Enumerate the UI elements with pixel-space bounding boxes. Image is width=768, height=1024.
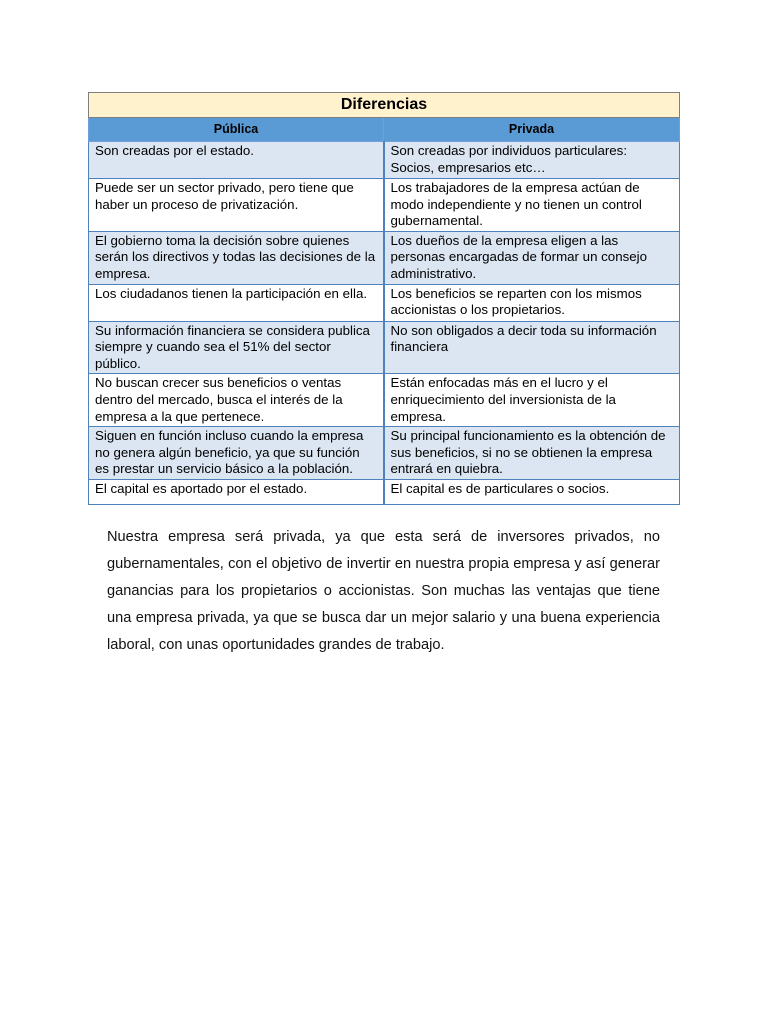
- table-row: [89, 321, 680, 374]
- cell-privada: Son creadas por individuos particulares: Socios, empresarios etc…: [384, 142, 680, 179]
- cell-publica: Su información financiera se considera publica siempre y cuando sea el 51% del sector público.: [89, 321, 384, 374]
- table-row: [89, 427, 680, 480]
- cell-privada: Están enfocadas más en el lucro y el enriquecimiento del inversionista de la empresa.: [384, 374, 680, 427]
- cell-publica: El gobierno toma la decisión sobre quienes serán los directivos y todas las decisiones de la empresa.: [89, 231, 384, 284]
- table-row: [89, 374, 680, 427]
- cell-privada: El capital es de particulares o socios.: [384, 479, 680, 504]
- table-title-row: [89, 93, 680, 118]
- table-row: [89, 179, 680, 232]
- differences-table: [88, 92, 680, 505]
- cell-privada: Los dueños de la empresa eligen a las personas encargadas de formar un consejo administrativo.: [384, 231, 680, 284]
- cell-privada: Los trabajadores de la empresa actúan de modo independiente y no tienen un control gubernamental.: [384, 179, 680, 232]
- cell-publica: Son creadas por el estado.: [89, 142, 384, 179]
- table-title: Diferencias: [89, 93, 680, 118]
- column-header-publica: Pública: [89, 118, 384, 142]
- cell-publica: Los ciudadanos tienen la participación en ella.: [89, 284, 384, 321]
- column-header-privada: Privada: [384, 118, 680, 142]
- table-row: [89, 479, 680, 504]
- table-row: [89, 284, 680, 321]
- cell-privada: Su principal funcionamiento es la obtención de sus beneficios, si no se obtienen la empresa entrará en quiebra.: [384, 427, 680, 480]
- body-paragraph: Nuestra empresa será privada, ya que esta será de inversores privados, no gubernamentales, con el objetivo de invertir en nuestra propia empresa y así generar ganancias para los propietarios o accionistas. Son muchas las ventajas que tiene una empresa privada, ya que se busca dar un mejor salario y una buena experiencia laboral, con unas oportunidades grandes de trabajo.: [107, 529, 660, 653]
- table-header-row: [89, 118, 680, 142]
- cell-publica: Siguen en función incluso cuando la empresa no genera algún beneficio, ya que su función es prestar un servicio básico a la población.: [89, 427, 384, 480]
- table-row: [89, 142, 680, 179]
- cell-publica: Puede ser un sector privado, pero tiene que haber un proceso de privatización.: [89, 179, 384, 232]
- cell-publica: El capital es aportado por el estado.: [89, 479, 384, 504]
- table-row: [89, 231, 680, 284]
- cell-privada: Los beneficios se reparten con los mismos accionistas o los propietarios.: [384, 284, 680, 321]
- cell-publica: No buscan crecer sus beneficios o ventas dentro del mercado, busca el interés de la empresa a la que pertenece.: [89, 374, 384, 427]
- cell-privada: No son obligados a decir toda su información financiera: [384, 321, 680, 374]
